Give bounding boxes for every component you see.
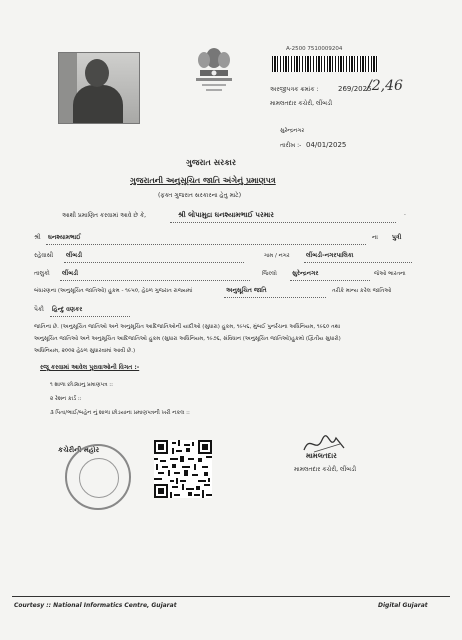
father-name: ઘનશ્યામભાઈ — [48, 234, 81, 241]
caste-type: અનુસૂચિત જાતિ — [226, 287, 267, 294]
document-item: ૩ પિતા/ભાઈ/બહેન નું શાળા છોડયાના પ્રમાણપત્રની ખરી નકલ :: — [50, 410, 190, 416]
row3-label: રહેવાસી — [34, 252, 54, 259]
certify-intro: આથી પ્રમાણિત કરવામાં આવે છે કે, — [62, 212, 147, 219]
row4-end: જેઓ ભારતના — [374, 271, 406, 277]
district: સુરેન્દ્રનગર — [292, 270, 319, 277]
footer-courtesy: Courtesy :: National Informatics Centre, Gujarat — [14, 602, 177, 609]
office-seal-icon — [65, 444, 131, 510]
relation: પુત્રી — [392, 234, 402, 241]
qr-code-icon — [154, 440, 212, 498]
row5-end: તરીકે માન્ય કરેલ જાતિઓ — [332, 288, 392, 294]
issue-date: 04/01/2025 — [306, 141, 347, 149]
document-item: ૨ રેશન કાર્ડ :: — [50, 396, 82, 402]
row2-suffix: ના — [372, 234, 378, 241]
documents-heading: રજૂ કરવામાં આવેલ પુરાવાઓની વિગત :- — [40, 364, 140, 371]
applicant-photo — [58, 52, 140, 124]
legal-paragraph-2: અનુસૂચિત જાતિઓ અને અનુસૂચિત આદિજાતિઓ હુકમ (સુધારા અધિનિયમ, ૧૯૭૬, સંવિધાન (અનુસૂચિત જાતિઓ)હુકમો (દ્વિતીય સુધારો) — [34, 336, 341, 342]
taluka: લીંબડી — [62, 270, 79, 277]
state-emblem-icon — [192, 44, 236, 94]
signatory-office: મામલતદાર કચેરી, લીંબડી — [294, 466, 357, 473]
caste: હિન્દુ વણકર — [52, 306, 83, 313]
village: લીંબડી-નગરપાલિકા — [306, 252, 354, 259]
certificate-title: ગુજરાતની અનુસૂચિત જાતિ અંગેનું પ્રમાણપત્ર — [130, 176, 276, 185]
signatory-title: મામલતદાર — [306, 452, 337, 460]
seal-label: કચેરીની મહોર — [58, 446, 100, 454]
application-no-label: અરજીપત્રક ક્રમાંક : — [270, 86, 319, 93]
legal-paragraph-3: અધિનિયમ, ૨૦૦૨ હેઠળ સુધારવામાં આવી છે.) — [34, 348, 136, 354]
barcode — [272, 56, 378, 72]
place: લીંબડી — [66, 252, 83, 259]
application-no: 269/2025 — [338, 85, 372, 93]
row2-prefix: શ્રી — [34, 234, 41, 241]
certificate-subtitle: (ફક્ત ગુજરાત સરકારના હેતુ માટે) — [158, 192, 242, 199]
govt-title: ગુજરાત સરકાર — [186, 158, 236, 167]
district-line: સુરેન્દ્રનગર — [280, 128, 305, 134]
document-item: ૧ શાળા છોડ્યાનુ પ્રમાણપત્ર :: — [50, 382, 113, 388]
legal-paragraph-1: જાતિના છે. (અનુસૂચિત જાતિઓ અને અનુસૂચિત આદિજાતિઓની યાદીઓ (સુધારા) હુકમ, ૧૯૫૬, મુંબઈ પુનર્રચના અધિનિયમ, ૧૯૬૦ તથા — [34, 324, 341, 330]
footer-divider — [12, 596, 450, 597]
holder-name: શ્રી લોપામુદ્રા ઘનશ્યામભાઈ પરમાર — [178, 211, 274, 219]
row4-label: તાલુકો — [34, 270, 50, 277]
barcode-number: A-2500 7510009204 — [286, 46, 343, 52]
office-line: મામલતદાર કચેરી, લીંબડી — [270, 100, 333, 107]
row4-mid: જિલ્લો — [262, 271, 277, 277]
footer-brand: Digital Gujarat — [378, 602, 428, 609]
row6-label: પૈકી — [34, 306, 44, 313]
row5-start: બંધારણના (અનુસૂચિત જાતિઓ) હુકમ - ૧૯૫૦, હેઠળ ગુજરાત રાજ્યમાં — [34, 288, 193, 294]
handwritten-number: /2,46 — [367, 78, 403, 94]
row3-mid: ગામ / નગર — [264, 253, 290, 259]
certificate-page: A-2500 7510009204 અરજીપત્રક ક્રમાંક : 269/2025 /2,46 મામલતદાર કચેરી, લીંબડી સુરેન્દ્રનગર તારીખ :- 04/01/2025 ગુજરાત સરકાર ગુજરાતની અનુસૂચિત જાતિ અંગેનું પ્રમાણપત્ર (ફક્ત ગુજરાત સરકારના હેતુ માટે) આથી પ્રમાણિત કરવામાં આવે છે કે, શ્રી લોપામુદ્રા ઘનશ્યામભાઈ પરમાર . શ્રી ઘનશ્યામભાઈ ના પુત્રી રહેવાસી લીંબડી ગામ / નગર લીંબડી-નગરપાલિકા તાલુકો લીંબડી જિલ્લો સુરેન્દ્રનગર જેઓ ભારતના બંધારણના (અનુસૂચિત જાતિઓ) હુકમ - ૧૯૫૦, હેઠળ ગુજરાત રાજ્યમાં અનુસૂચિત જાતિ તરીકે માન્ય કરેલ જાતિઓ પૈકી હિન્દુ વણકર જાતિના છે. (અનુસૂચિત જાતિઓ અને અનુસૂચિત આદિજાતિઓની યાદીઓ (સુધારા) હુકમ, ૧૯૫૬, મુંબઈ પુનર્રચના અધિનિયમ, ૧૯૬૦ તથા અનુસૂચિત જાતિઓ અને અનુસૂચિત આદિજાતિઓ હુકમ (સુધારા અધિનિયમ, ૧૯૭૬, સંવિધાન (અનુસૂચિત જાતિઓ)હુકમો (દ્વિતીય સુધારો) અધિનિયમ, ૨૦૦૨ હેઠળ સુધારવામાં આવી છે.) રજૂ કરવામાં આવેલ પુરાવાઓની વિગત :- ૧ શાળા છોડ્યાનુ પ્રમાણપત્ર :: ૨ રેશન કાર્ડ :: ૩ પિતા/ભાઈ/બહેન નું શાળા છોડયાના પ્રમાણપત્રની ખરી નકલ :: કચેરીની મહોર મામલતદાર મામલતદાર કચેરી, લીંબડી Courtesy :: National Informatics Centre, Gujarat Digital Gujarat — [0, 0, 462, 640]
date-label: તારીખ :- — [280, 142, 302, 149]
